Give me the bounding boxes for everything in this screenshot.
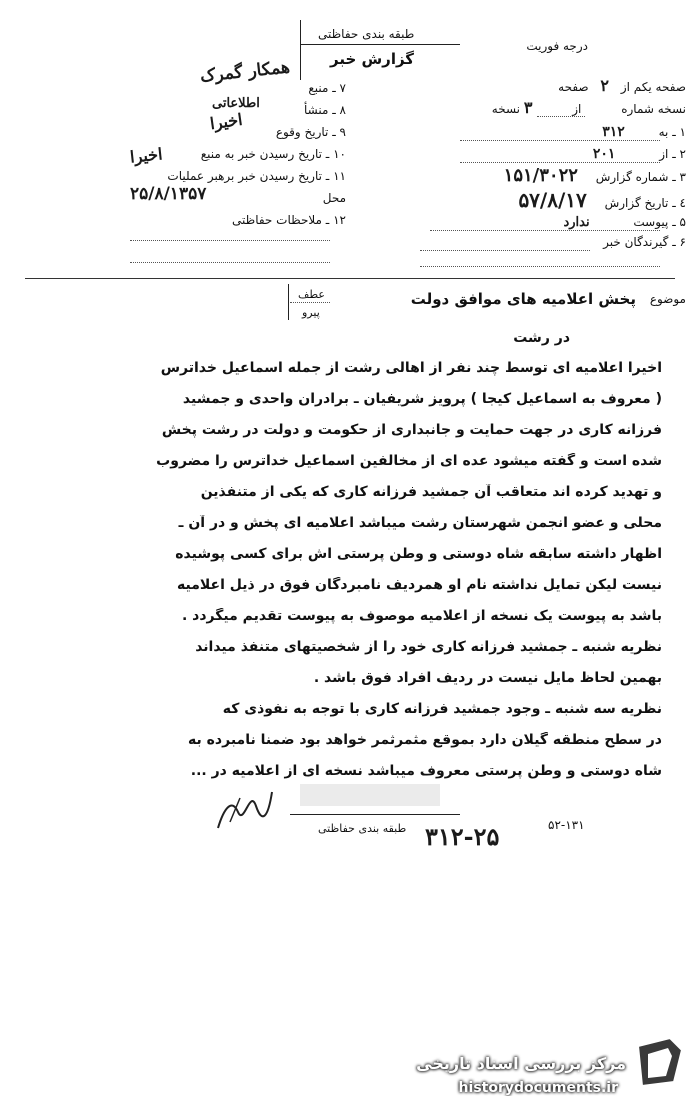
security-notes-field: ۱۲ ـ ملاحظات حفاظتی — [232, 213, 346, 227]
footer-line — [290, 814, 460, 815]
atf-label: عطف — [298, 288, 325, 301]
date-received-source-field: ۱۰ ـ تاریخ رسیدن خبر به منبع — [200, 147, 346, 161]
header-separator — [25, 278, 675, 279]
body-line: محلی و عضو انجمن شهرستان رشت میباشد اعلامیه ای پخش و در آن ـ — [178, 515, 662, 531]
signature-icon — [210, 778, 280, 838]
body-line: شاه دوستی و وطن پرستی معروف میباشد نسخه ای از اعلامیه در ... — [190, 763, 662, 779]
body-line: نیست لیکن تمایل نداشته نام او همردیف نامبردگان فوق در ذیل اعلامیه — [177, 577, 662, 593]
handwritten-date-received: اخیرا — [129, 144, 164, 167]
form-code: ۵۲-۱۳۱ — [548, 818, 585, 832]
recipients-field: ۶ ـ گیرندگان خبر — [603, 235, 686, 249]
body-line: و تهدید کرده اند متعاقب آن جمشید فرزانه کاری که یکی از متنفذین — [200, 484, 662, 500]
to-field: ۱ ـ به ۳۱۲ — [602, 124, 686, 140]
event-date-field: ۹ ـ تاریخ وقوع — [275, 125, 346, 139]
subject-label: موضوع — [649, 292, 686, 306]
source-field: ۷ ـ منبع — [308, 81, 346, 95]
peyro-label: پیرو — [302, 306, 320, 319]
handwritten-origin: اطلاعاتی — [212, 96, 260, 111]
classification-bottom: طبقه بندی حفاظتی — [318, 822, 407, 835]
handwritten-event-date: اخیرا — [208, 109, 244, 134]
classification-top: طبقه بندی حفاظتی — [318, 27, 415, 41]
body-line: اظهار داشته سابقه شاه دوستی و وطن پرستی اش برای کسی پوشیده — [175, 546, 662, 562]
attachment-field: ۵ ـ پیوست ندارد — [563, 215, 686, 230]
location-field: محل — [322, 191, 346, 205]
watermark-site: historydocuments.ir — [458, 1080, 618, 1096]
body-line: اخیرا اعلامیه ای توسط چند نفر از اهالی رشت از جمله اسماعیل خداترس — [160, 360, 662, 376]
urgency-label: درجه فوریت — [526, 39, 588, 53]
handwritten-source: همکار گمرک — [199, 57, 291, 87]
subject-text: پخش اعلامیه های موافق دولت — [410, 290, 636, 308]
handwritten-number: ۳۱۲-۲۵ — [425, 822, 500, 851]
body-line: باشد به پیوست یک نسخه از اعلامیه موصوف به پیوست تقدیم میگردد . — [181, 608, 662, 624]
title-box-left — [300, 20, 301, 80]
atf-divider — [288, 284, 289, 320]
body-line: فرزانه کاری در جهت حمایت و جانبداری از حکومت و دولت در رشت پخش — [161, 422, 662, 438]
date-received-ops-field: ۱۱ ـ تاریخ رسیدن خبر برهبر عملیات — [167, 169, 346, 183]
title-box-top — [300, 44, 460, 45]
body-line: بهمین لحاظ مایل نیست در ردیف افراد فوق باشد . — [313, 670, 662, 686]
salutation: در رشت — [513, 330, 570, 346]
origin-field: ۸ ـ منشأ — [303, 103, 346, 117]
from-field: ۲ ـ از ۲۰۱ — [592, 146, 686, 162]
stamp-smudge — [300, 784, 440, 806]
archive-logo-icon — [630, 1036, 688, 1088]
report-number-field: ۳ ـ شماره گزارش ۱۵۱/۳۰۲۲ — [503, 165, 686, 186]
copy-field: نسخه شماره از ۳ نسخه — [491, 98, 686, 117]
handwritten-ops-date: ۲۵/۸/۱۳۵۷ — [130, 184, 207, 204]
body-line: در سطح منطقه گیلان دارد بموقع مثمرثمر خواهد بود ضمنا نامبرده به — [188, 732, 662, 748]
body-line: ( معروف به اسماعیل کیجا ) پرویز شریفیان ـ برادران واحدی و جمشید — [182, 391, 662, 407]
report-title: گزارش خبر — [330, 50, 415, 68]
page-field: صفحه یکم از ۲ صفحه — [558, 76, 686, 95]
report-date-field: ٤ ـ تاریخ گزارش ۵۷/۸/۱۷ — [518, 188, 686, 212]
body-line: شده است و گفته میشود عده ای از مخالفین اسماعیل خداترس را مضروب — [156, 453, 662, 469]
watermark-org: مرکز بررسی اسناد تاریخی — [416, 1054, 626, 1073]
body-line: نظریه شنبه ـ جمشید فرزانه کاری خود را از شخصیتهای متنفذ میداند — [195, 639, 662, 655]
body-line: نظریه سه شنبه ـ وجود جمشید فرزانه کاری با توجه به نفوذی که — [222, 701, 662, 717]
